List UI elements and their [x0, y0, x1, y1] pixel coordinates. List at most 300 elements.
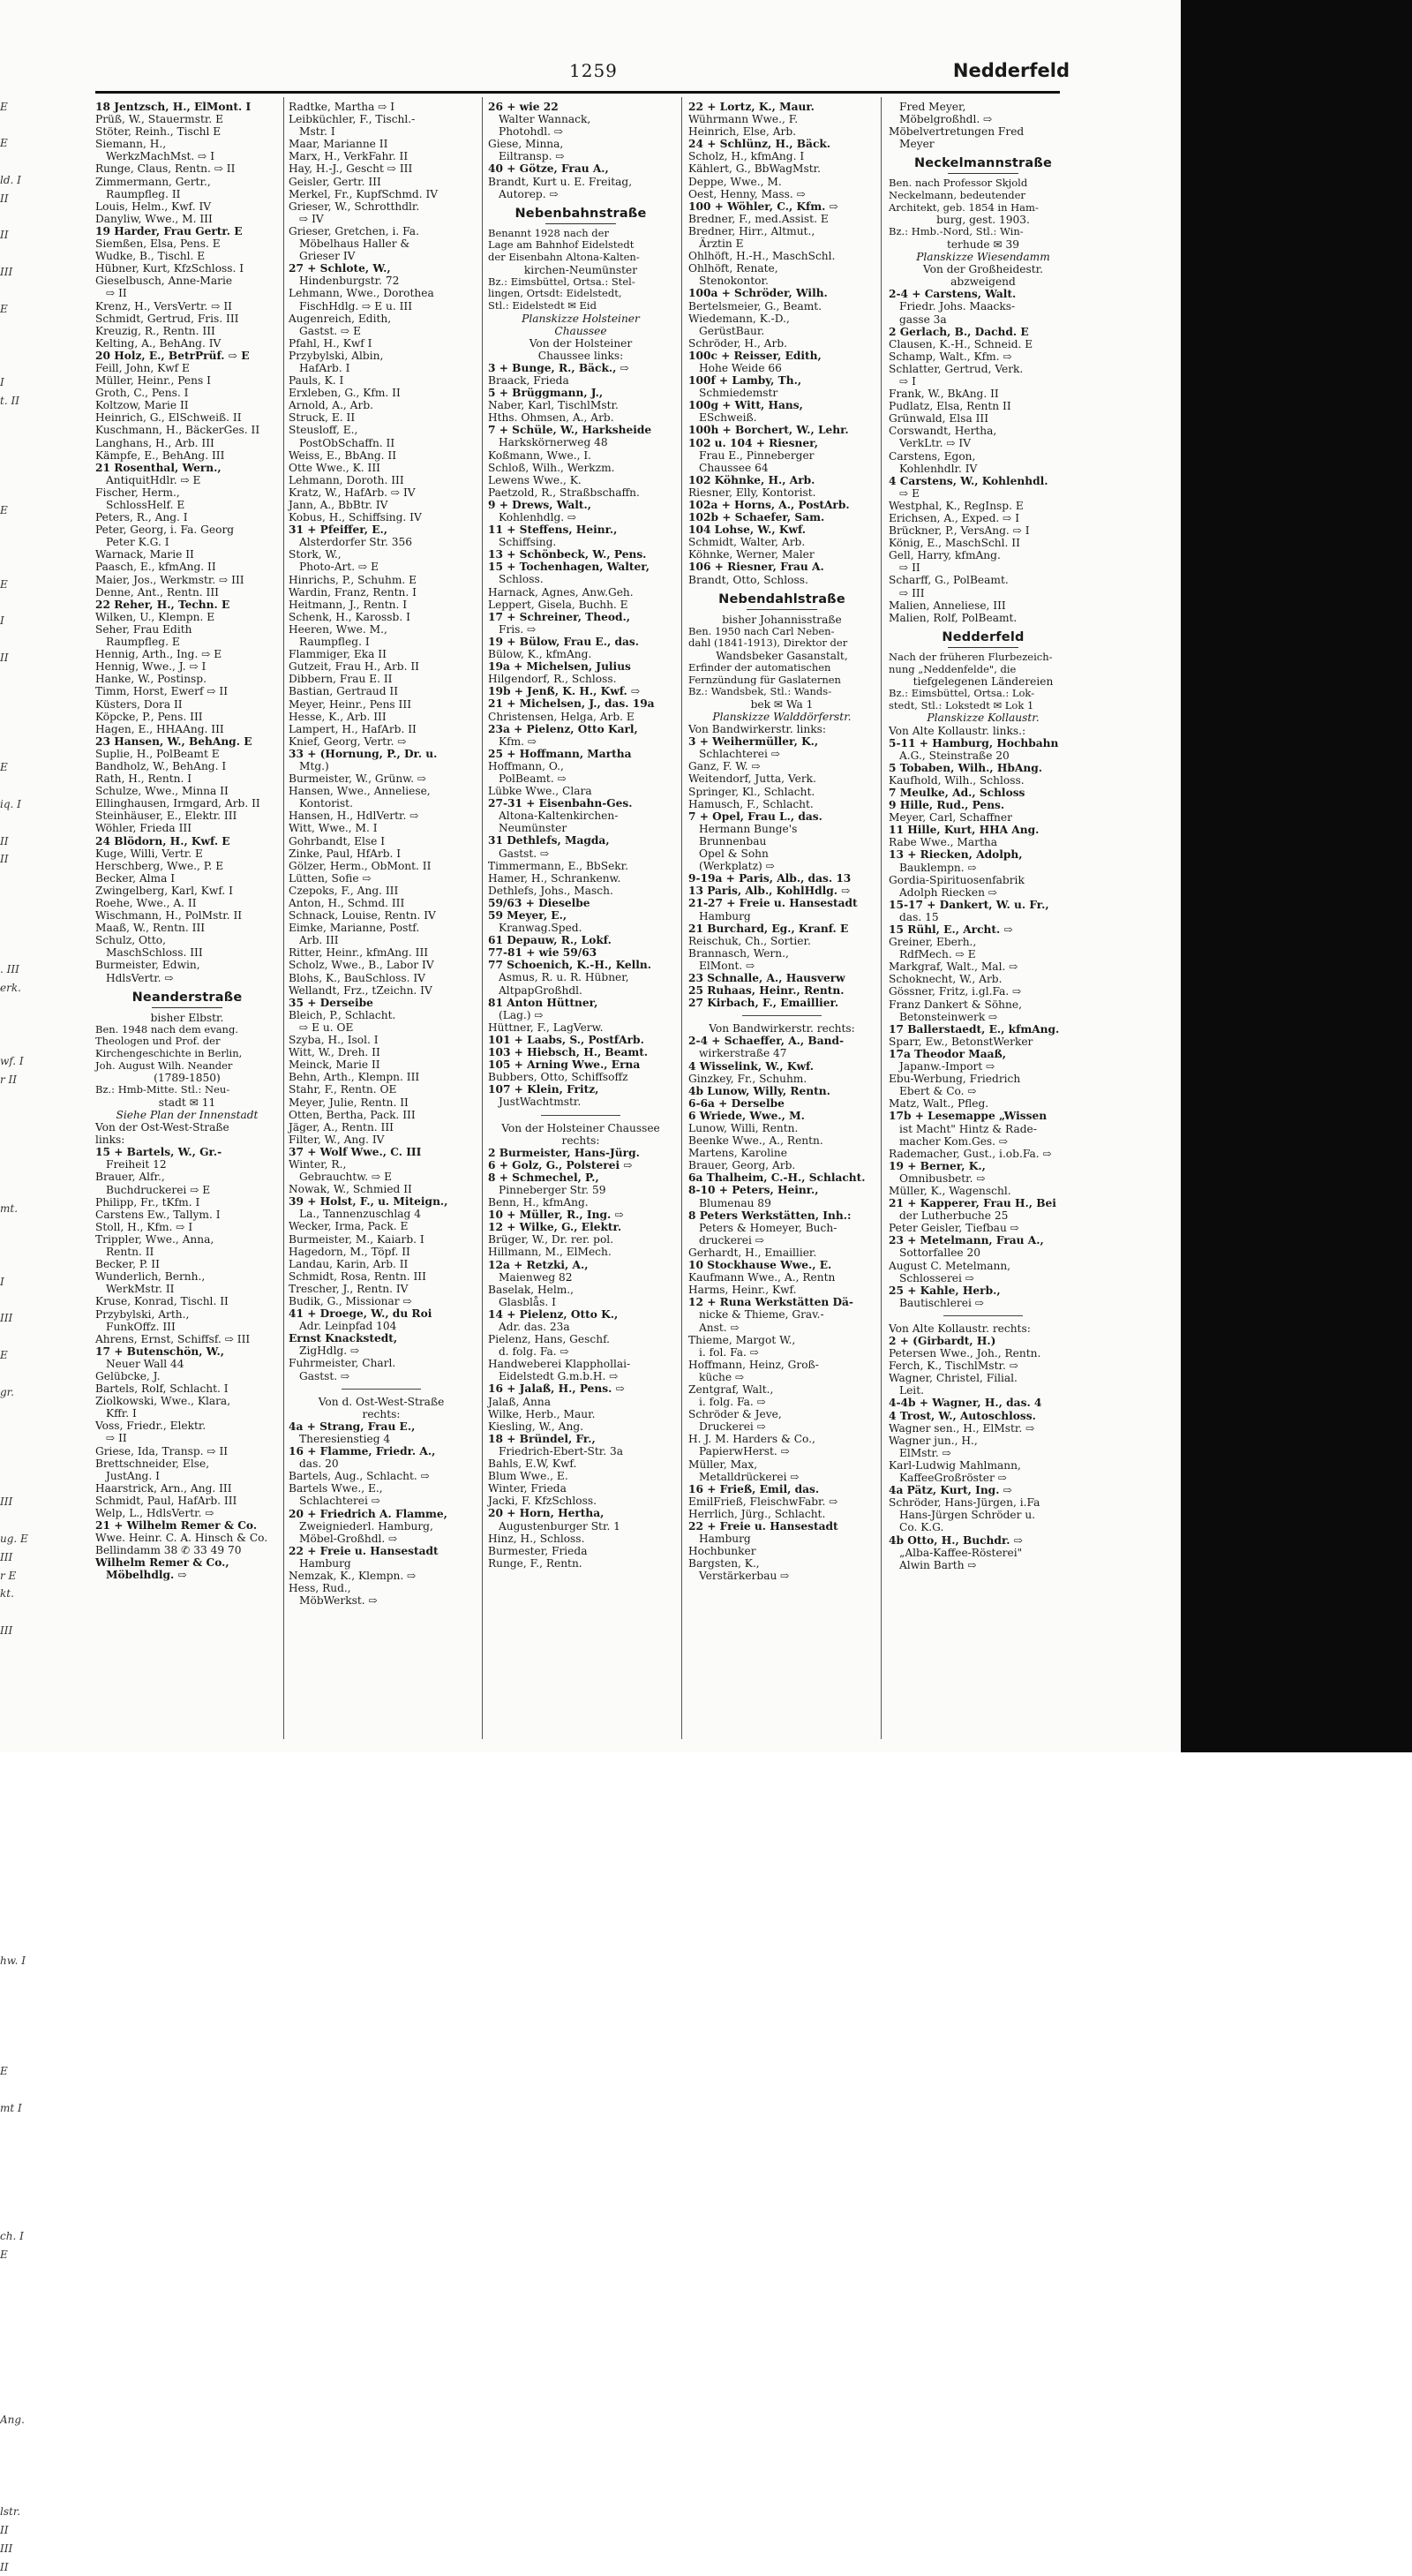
spine-fragment [0, 722, 23, 741]
resident-entry: Augenreich, Edith, [289, 312, 392, 325]
resident-entry: Schamp, Walt., Kfm. ⇨ [889, 350, 1012, 363]
section-separator [943, 1315, 1023, 1316]
spine-fragment [0, 1108, 23, 1126]
section-separator [541, 1115, 620, 1116]
spine-fragment [0, 520, 23, 539]
spine-fragment [0, 685, 23, 704]
house-number-entry: 18 + Bründel, Fr., [488, 1432, 596, 1445]
resident-entry: der Lutherbuche 25 [899, 1209, 1009, 1223]
resident-entry: Nemzak, K., Klempn. ⇨ [289, 1569, 417, 1582]
resident-entry: Maaß, W., Rentn. III [95, 922, 206, 935]
resident-entry: Brettschneider, Else, [95, 1457, 210, 1470]
resident-entry: Hennig, Wwe., J. ⇨ I [95, 660, 207, 674]
plan-reference: Planskizze Walddörferstr. [712, 711, 852, 723]
resident-entry: Hochbunker [688, 1545, 756, 1558]
house-number-entry: 23 Schnalle, A., Hausverw [688, 971, 845, 984]
resident-entry: Walter Wannack, [499, 113, 591, 126]
resident-entry: Gastst. ⇨ [299, 1369, 350, 1382]
resident-entry: ElMstr. ⇨ [899, 1446, 951, 1459]
column-divider [482, 97, 483, 1739]
house-number-entry: 105 + Arning Wwe., Erna [488, 1058, 641, 1072]
resident-entry: macher Kom.Ges. ⇨ [899, 1134, 1009, 1148]
resident-entry: Dibbern, Frau E. II [289, 673, 393, 686]
resident-entry: Danyliw, Wwe., M. III [95, 212, 213, 225]
resident-entry: Heinrich, G., ElSchweiß. II [95, 411, 242, 425]
resident-entry: AntiquitHdlr. ⇨ E [106, 473, 201, 486]
resident-entry: Krenz, H., VersVertr. ⇨ II [95, 299, 232, 313]
resident-entry: Kohlenhdlr. IV [899, 462, 978, 475]
spine-fragment [0, 2081, 23, 2099]
spine-fragment [0, 355, 23, 373]
resident-entry: Gieselbusch, Anne-Marie [95, 275, 233, 288]
resident-entry: Stork, W., [289, 548, 342, 561]
resident-entry: JustAng. I [106, 1469, 160, 1482]
spine-fragment [0, 2044, 23, 2062]
resident-entry: Mstr. I [299, 125, 335, 139]
resident-entry: Warnack, Marie II [95, 548, 194, 561]
spine-fragment [0, 1933, 23, 1952]
resident-entry: i. fol. Fa. ⇨ [699, 1345, 759, 1359]
resident-entry: Groth, C., Pens. I [95, 387, 189, 400]
house-number-entry: 12 + Runa Werkstätten Dä- [688, 1296, 853, 1309]
resident-entry: Ganz, F. W. ⇨ [688, 760, 761, 773]
resident-entry: Ohlhöft, Renate, [688, 262, 778, 275]
house-number-entry: 77-81 + wie 59/63 [488, 946, 597, 960]
spine-fragment [0, 447, 23, 465]
resident-entry: Wudke, B., Tischl. E [95, 250, 206, 263]
resident-entry: Suplie, H., PolBeamt E [95, 747, 220, 760]
resident-entry: Weitendorf, Jutta, Verk. [688, 772, 816, 786]
resident-entry: Franz Dankert & Söhne, [889, 998, 1022, 1011]
house-number-entry: 41 + Droege, W., du Roi [289, 1307, 432, 1321]
resident-entry: VerkLtr. ⇨ IV [899, 437, 972, 450]
spine-fragment [0, 1676, 23, 1695]
house-number-entry: Wilhelm Remer & Co., [95, 1556, 229, 1570]
resident-entry: Ginzkey, Fr., Schuhm. [688, 1072, 807, 1085]
resident-entry: Pielenz, Hans, Geschf. [488, 1333, 611, 1346]
house-number-entry: 2-4 + Schaeffer, A., Band- [688, 1035, 845, 1048]
resident-entry: Buchdruckerei ⇨ E [106, 1183, 211, 1196]
resident-entry: Leit. [899, 1384, 924, 1397]
centered-note: (1789-1850) [154, 1072, 221, 1085]
spine-fragment [0, 1457, 23, 1475]
resident-entry: Friedrich-Ebert-Str. 3a [499, 1444, 623, 1457]
resident-entry: Paetzold, R., Straßbschaffn. [488, 486, 640, 499]
street-description: nung „Neddenfelde", die [889, 662, 1017, 675]
resident-entry: Steinhäuser, E., Elektr. III [95, 810, 237, 823]
house-number-entry: 4-4b + Wagner, H., das. 4 [889, 1397, 1042, 1410]
house-number-entry: 22 + Freie u. Hansestadt [289, 1544, 439, 1557]
resident-entry: Peters, R., Ang. I [95, 511, 188, 524]
resident-entry: Westphal, K., RegInsp. E [889, 499, 1024, 512]
resident-entry: Kranwag.Sped. [499, 922, 582, 935]
column-5 [889, 101, 1078, 1743]
resident-entry: Meinck, Marie II [289, 1058, 380, 1072]
resident-entry: Peters & Homeyer, Buch- [699, 1221, 837, 1234]
centered-note: abzweigend [950, 275, 1016, 289]
resident-entry: druckerei ⇨ [699, 1233, 764, 1247]
resident-entry: Ahrens, Ernst, Schiffsf. ⇨ III [95, 1332, 251, 1345]
resident-entry: Brandt, Otto, Schloss. [688, 573, 808, 586]
house-number-entry: 10 Stockhause Wwe., E. [688, 1259, 832, 1272]
resident-entry: Trescher, J., Rentn. IV [289, 1282, 409, 1295]
column-divider [681, 97, 682, 1739]
house-number-entry: 13 + Riecken, Adolph, [889, 848, 1023, 862]
spine-fragment: E [0, 2248, 8, 2262]
house-number-entry: 33 + (Hornung, P., Dr. u. [289, 747, 438, 760]
house-number-entry: 107 + Klein, Fritz, [488, 1083, 599, 1096]
house-number-entry: 100h + Borchert, W., Lehr. [688, 424, 849, 437]
resident-entry: das. 20 [299, 1457, 339, 1471]
street-description: Ben. 1950 nach Carl Neben- [688, 624, 835, 637]
resident-entry: Gebrauchtw. ⇨ E [299, 1171, 392, 1184]
spine-fragment [0, 1511, 23, 1530]
house-number-entry: 19 Harder, Frau Gertr. E [95, 224, 243, 237]
centered-note: bisher Elbstr. [150, 1011, 224, 1024]
resident-entry: Stenokontor. [699, 275, 769, 288]
spine-fragment [0, 1732, 23, 1751]
resident-entry: GerüstBaur. [699, 324, 765, 337]
resident-entry: Leppert, Gisela, Buchh. E [488, 598, 628, 611]
street-description: Fernzündung für Gaslaternen [688, 673, 841, 686]
resident-entry: links: [95, 1134, 125, 1147]
resident-entry: Baselak, Helm., [488, 1283, 575, 1296]
column-divider [283, 97, 284, 1739]
spine-fragment: t. II [0, 394, 19, 407]
spine-fragment [0, 79, 23, 98]
house-number-entry: 103 + Hiebsch, H., Beamt. [488, 1046, 649, 1059]
resident-entry: Thieme, Margot W., [688, 1333, 796, 1346]
resident-entry: Asmus, R. u. R. Hübner, [499, 971, 629, 984]
house-number-entry: Ernst Knackstedt, [289, 1332, 398, 1345]
resident-entry: Maienweg 82 [499, 1270, 573, 1284]
resident-entry: Steusloff, E., [289, 424, 358, 437]
resident-entry: Greiner, Eberh., [889, 936, 977, 949]
spine-fragment [0, 2448, 23, 2467]
resident-entry: Heitmann, J., Rentn. I [289, 598, 408, 611]
scan-border [1181, 0, 1412, 1752]
centered-note: kirchen-Neumünster [523, 263, 638, 276]
street-description: Bz.: Hmb.-Nord, Stl.: Win- [889, 225, 1024, 238]
spine-fragment: Ang. [0, 2414, 25, 2427]
resident-entry: Frank, W., BkAng. II [889, 388, 999, 401]
spine-fragment: II [0, 853, 9, 866]
resident-entry: Gelübcke, J. [95, 1369, 161, 1382]
resident-entry: Haarstrick, Arn., Ang. III [95, 1481, 232, 1495]
resident-entry: Runge, F., Rentn. [488, 1556, 582, 1570]
spine-fragment [0, 208, 23, 227]
resident-entry: WerkzMachMst. ⇨ I [106, 150, 215, 163]
resident-entry: Wagner sen., H., ElMstr. ⇨ [889, 1421, 1035, 1435]
spine-fragment: wf. I [0, 1055, 24, 1068]
resident-entry: Knief, Georg, Vertr. ⇨ [289, 734, 407, 748]
resident-entry: Brückner, P., VersAng. ⇨ I [889, 524, 1030, 538]
spine-fragment: lstr. [0, 2505, 21, 2519]
spine-fragment: E [0, 577, 8, 591]
resident-entry: Scholz, Wwe., B., Labor IV [289, 959, 434, 972]
resident-entry: Naber, Karl, TischlMstr. [488, 399, 619, 412]
resident-entry: Metalldrückerei ⇨ [699, 1470, 800, 1483]
house-number-entry: 21 + Michelsen, J., das. 19a [488, 697, 655, 711]
resident-entry: Witt, Wwe., M. I [289, 822, 378, 835]
resident-entry: Grieser, W., Schrotthdlr. [289, 200, 420, 213]
house-number-entry: 18 Jentzsch, H., ElMont. I [95, 101, 252, 113]
spine-fragment [0, 282, 23, 300]
spine-fragment: III [0, 1550, 13, 1563]
street-heading: Neckelmannstraße [889, 157, 1078, 174]
resident-entry: Fuhrmeister, Charl. [289, 1357, 396, 1370]
resident-entry: Rabe Wwe., Martha [889, 836, 997, 849]
resident-entry: Frau E., Pinneberger [699, 448, 815, 462]
resident-entry: Wellandt, Frz., tZeichn. IV [289, 983, 432, 997]
resident-entry: Schmidt, Rosa, Rentn. III [289, 1269, 426, 1283]
spine-fragment [0, 2007, 23, 2026]
house-number-entry: 17a Theodor Maaß, [889, 1047, 1007, 1060]
spine-fragment [0, 2375, 23, 2393]
resident-entry: Alwin Barth ⇨ [899, 1558, 977, 1571]
resident-entry: Kämpfe, E., BehAng. III [95, 448, 225, 462]
resident-entry: Filter, W., Ang. IV [289, 1133, 385, 1146]
spine-fragment [0, 869, 23, 887]
resident-entry: Winter, Frieda [488, 1482, 567, 1495]
resident-entry: Otten, Bertha, Pack. III [289, 1108, 416, 1121]
resident-entry: Wöhler, Frieda III [95, 822, 192, 835]
spine-fragment [0, 153, 23, 171]
spine-fragment [0, 1640, 23, 1659]
resident-entry: Bubbers, Otto, Schiffsoffz [488, 1071, 628, 1084]
resident-entry: Behn, Arth., Klempn. III [289, 1071, 420, 1084]
resident-entry: Deppe, Wwe., M. [688, 175, 782, 188]
resident-entry: Gohrbandt, Else I [289, 834, 386, 847]
resident-entry: Eimke, Marianne, Postf. [289, 922, 420, 935]
house-number-entry: 21-27 + Freie u. Hansestadt [688, 897, 858, 910]
resident-entry: Wagner, Christel, Filial. [889, 1372, 1018, 1385]
spine-fragment [0, 1181, 23, 1200]
spine-fragment: hw. I [0, 1955, 26, 1968]
spine-fragment [0, 117, 23, 135]
spine-fragment: E [0, 137, 8, 150]
resident-entry: Anst. ⇨ [699, 1321, 740, 1334]
resident-entry: Schlatter, Gertrud, Verk. [889, 362, 1024, 375]
resident-entry: Fris. ⇨ [499, 622, 537, 636]
house-number-entry: 20 + Horn, Hertha, [488, 1507, 605, 1520]
adjacent-page-edge [0, 79, 28, 2573]
spine-fragment [0, 557, 23, 576]
resident-entry: Oest, Henny, Mass. ⇨ [688, 187, 806, 200]
spine-fragment: E [0, 100, 8, 113]
resident-entry: Bargsten, K., [688, 1557, 760, 1570]
resident-entry: Ellinghausen, Irmgard, Arb. II [95, 797, 260, 810]
resident-entry: Kiesling, W., Ang. [488, 1420, 584, 1433]
spine-fragment [0, 2356, 23, 2375]
column-1 [95, 101, 279, 1743]
house-number-entry: 15 + Tochenhagen, Walter, [488, 561, 650, 574]
resident-entry: Riesner, Elly, Kontorist. [688, 486, 816, 499]
house-number-entry: 20 + Friedrich A. Flamme, [289, 1507, 447, 1520]
spine-fragment [0, 1401, 23, 1420]
resident-entry: Marx, H., VerkFahr. II [289, 150, 409, 163]
resident-entry: Corswandt, Hertha, [889, 425, 997, 438]
spine-fragment: E [0, 761, 8, 774]
resident-entry: Hanke, W., Postinsp. [95, 673, 207, 686]
plan-reference: Chaussee [554, 324, 607, 337]
centered-note: terhude ✉ 39 [946, 237, 1020, 251]
resident-entry: Scholz, H., kfmAng. I [688, 150, 805, 163]
resident-entry: Möbelvertretungen Fred [889, 125, 1025, 139]
resident-entry: Hinz, H., Schloss. [488, 1532, 585, 1545]
resident-entry: d. folg. Fa. ⇨ [499, 1345, 569, 1359]
resident-entry: Müller, Max, [688, 1457, 758, 1471]
house-number-entry: 17 + Butenschön, W., [95, 1344, 224, 1358]
resident-entry: ⇨ E [899, 486, 920, 500]
spine-fragment [0, 1089, 23, 1108]
resident-entry: Möbelhaus Haller & [299, 237, 410, 251]
resident-entry: Harms, Heinr., Kwf. [688, 1284, 797, 1297]
resident-entry: Pfahl, H., Kwf I [289, 336, 372, 350]
resident-entry: Petersen Wwe., Joh., Rentn. [889, 1347, 1041, 1360]
spine-fragment [0, 1328, 23, 1346]
resident-entry: Raumpfleg. I [299, 636, 370, 649]
resident-entry: Schmiedemstr [699, 387, 778, 400]
resident-entry: Zentgraf, Walt., [688, 1382, 774, 1396]
house-number-entry: 17b + Lesemappe „Wissen [889, 1110, 1048, 1123]
spine-fragment: erk. [0, 982, 21, 995]
house-number-entry: 4a + Strang, Frau E., [289, 1420, 416, 1433]
house-number-entry: 101 + Laabs, S., PostfArb. [488, 1033, 644, 1046]
resident-entry: Peter K.G. I [106, 536, 169, 549]
centered-note: Von d. Ost-West-Straße [318, 1395, 445, 1408]
resident-entry: Jacki, F. KfzSchloss. [488, 1495, 597, 1508]
resident-entry: Gell, Harry, kfmAng. [889, 549, 1001, 562]
resident-entry: Hay, H.-J., Gescht ⇨ III [289, 162, 413, 176]
house-number-entry: 19a + Michelsen, Julius [488, 660, 631, 674]
resident-entry: i. folg. Fa. ⇨ [699, 1396, 766, 1409]
resident-entry: Zweigniederl. Hamburg, [299, 1519, 433, 1533]
resident-entry: Sparr, Ew., BetonstWerker [889, 1035, 1033, 1048]
house-number-entry: 7 Meulke, Ad., Schloss [889, 786, 1025, 799]
resident-entry: Kreuzig, R., Rentn. III [95, 324, 215, 337]
resident-entry: Hinrichs, P., Schuhm. E [289, 573, 417, 586]
resident-entry: Betonsteinwerk ⇨ [899, 1010, 998, 1023]
spine-fragment: II [0, 834, 9, 847]
resident-entry: Schröder, H., Arb. [688, 336, 787, 350]
spine-fragment: mt. [0, 1201, 19, 1215]
resident-entry: Sottorfallee 20 [899, 1247, 981, 1260]
resident-entry: Omnibusbetr. ⇨ [899, 1171, 986, 1185]
house-number-entry: 100c + Reisser, Edith, [688, 349, 822, 362]
house-number-entry: 14 + Pielenz, Otto K., [488, 1307, 619, 1321]
spine-fragment: ug. E [0, 1532, 28, 1545]
resident-entry: MaschSchloss. III [106, 946, 203, 960]
resident-entry: Siemßen, Elsa, Pens. E [95, 237, 221, 251]
resident-entry: Ritter, Heinr., kfmAng. III [289, 946, 429, 960]
resident-entry: Peter, Georg, i. Fa. Georg [95, 523, 235, 537]
resident-entry: Bahls, E.W, Kwf. [488, 1457, 577, 1471]
spine-fragment [0, 2484, 23, 2503]
resident-entry: Harnack, Agnes, Anw.Geh. [488, 585, 634, 599]
resident-entry: Hoffmann, O., [488, 759, 564, 772]
resident-entry: Adr. Leinpfad 104 [299, 1320, 397, 1333]
resident-entry: Carstens, Egon, [889, 449, 976, 463]
resident-entry: SchlossHelf. E [106, 499, 185, 511]
centered-note: Wandsbeker Gasanstalt, [716, 650, 848, 663]
resident-entry: Bleich, P., Schlacht. [289, 1008, 396, 1021]
spine-fragment: III [0, 265, 13, 278]
house-number-entry: 16 + Flamme, Friedr. A., [289, 1445, 436, 1458]
house-number-entry: 9-19a + Paris, Alb., das. 13 [688, 872, 852, 885]
resident-entry: Meyer, Julie, Rentn. II [289, 1096, 409, 1109]
resident-entry: Theresienstieg 4 [299, 1432, 391, 1445]
house-number-entry: 16 + Jalaß, H., Pens. ⇨ [488, 1382, 625, 1396]
spine-fragment [0, 1475, 23, 1494]
resident-entry: ElMont. ⇨ [699, 959, 755, 972]
house-number-entry: 5-11 + Hamburg, Hochbahn [889, 736, 1059, 749]
resident-entry: Druckerei ⇨ [699, 1420, 766, 1434]
resident-entry: Zinke, Paul, HfArb. I [289, 847, 402, 860]
resident-entry: Struck, E. II [289, 411, 356, 425]
centered-note: Von der Großheidestr. [923, 263, 1043, 276]
house-number-entry: 11 + Steffens, Heinr., [488, 523, 618, 537]
spine-fragment [0, 887, 23, 906]
resident-entry: Burmeister, Edwin, [95, 959, 200, 972]
resident-entry: Burmeister, M., Kaiarb. I [289, 1232, 424, 1246]
spine-fragment: ch. I [0, 2230, 24, 2243]
resident-entry: Kaufhold, Wilh., Schloss. [889, 773, 1025, 787]
house-number-entry: 102a + Horns, A., PostArb. [688, 499, 850, 511]
resident-entry: Brüger, W., Dr. rer. pol. [488, 1233, 614, 1247]
resident-entry: Bredner, F., med.Assist. E [688, 212, 829, 225]
resident-entry: Springer, Kl., Schlacht. [688, 785, 815, 798]
resident-entry: Hilgendorf, R., Schloss. [488, 673, 617, 686]
spine-fragment [0, 2135, 23, 2154]
resident-entry: Maier, Jos., Werkmstr. ⇨ III [95, 573, 244, 586]
resident-entry: Kontorist. [299, 797, 353, 810]
spine-fragment [0, 484, 23, 502]
spine-fragment [0, 1034, 23, 1052]
resident-entry: Wunderlich, Bernh., [95, 1270, 206, 1284]
resident-entry: Co. K.G. [899, 1521, 944, 1534]
house-number-entry: 23 Hansen, W., BehAng. E [95, 734, 252, 748]
street-description: Benannt 1928 nach der [488, 226, 609, 239]
resident-entry: Schmidt, Paul, HafArb. III [95, 1494, 237, 1507]
resident-entry: Ebert & Co. ⇨ [899, 1085, 977, 1098]
resident-entry: Witt, W., Dreh. II [289, 1046, 380, 1059]
spine-fragment: gr. [0, 1385, 14, 1398]
spine-fragment: I [0, 1275, 4, 1288]
house-number-entry: 2-4 + Carstens, Walt. [889, 288, 1017, 301]
resident-entry: ⇨ II [106, 1432, 127, 1445]
house-number-entry: 37 + Wolf Wwe., C. III [289, 1145, 422, 1158]
resident-entry: Malien, Anneliese, III [889, 599, 1006, 612]
resident-entry: Pauls, K. I [289, 374, 344, 388]
resident-entry: Lewens Wwe., K. [488, 473, 582, 486]
house-number-entry: 5 Tobaben, Wilh., HbAng. [889, 761, 1043, 774]
house-number-entry: 31 + Pfeiffer, E., [289, 523, 388, 537]
resident-entry: Hüttner, F., LagVerw. [488, 1021, 604, 1034]
resident-entry: Jäger, A., Rentn. III [289, 1120, 394, 1134]
house-number-entry: 13 Paris, Alb., KohlHdlg. ⇨ [688, 885, 851, 898]
resident-entry: Kruse, Konrad, Tischl. II [95, 1295, 229, 1308]
resident-entry: Merkel, Fr., KupfSchmd. IV [289, 187, 439, 200]
resident-entry: Hansen, H., HdlVertr. ⇨ [289, 810, 419, 823]
house-number-entry: 21 Rosenthal, Wern., [95, 461, 222, 474]
spine-fragment: E [0, 504, 8, 517]
spine-fragment [0, 1603, 23, 1622]
resident-entry: Arnold, A., Arb. [289, 399, 373, 412]
house-number-entry: 77 Schoenich, K.-H., Kelln. [488, 959, 652, 972]
spine-fragment: r II [0, 1073, 18, 1087]
resident-entry: Bartels Wwe., E., [289, 1482, 383, 1495]
